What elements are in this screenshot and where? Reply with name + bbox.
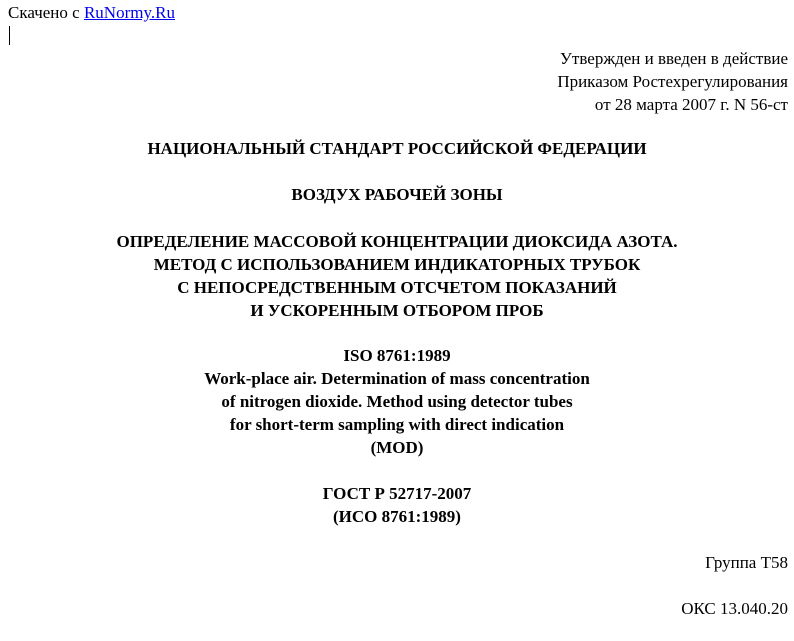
gost-block (0, 482, 794, 528)
gost-equivalent: (ИСО 8761:1989) (333, 507, 461, 526)
subtitle-line-3: С НЕПОСРЕДСТВЕННЫМ ОТСЧЕТОМ ПОКАЗАНИЙ (177, 278, 617, 297)
standard-type-text: НАЦИОНАЛЬНЫЙ СТАНДАРТ РОССИЙСКОЙ ФЕДЕРАЦИИ (147, 139, 647, 158)
source-line (8, 1, 175, 24)
subtitle-line-1: ОПРЕДЕЛЕНИЕ МАССОВОЙ КОНЦЕНТРАЦИИ ДИОКСИДА АЗОТА. (116, 232, 678, 251)
source-prefix: Скачено с (8, 3, 80, 22)
main-title-text: ВОЗДУХ РАБОЧЕЙ ЗОНЫ (291, 185, 503, 204)
approval-line-3: от 28 марта 2007 г. N 56-ст (594, 95, 788, 114)
iso-title-line-4: (MOD) (370, 438, 424, 457)
text-cursor (9, 26, 10, 45)
iso-code: ISO 8761:1989 (343, 346, 451, 365)
iso-title-line-1: Work-place air. Determination of mass concentration (204, 369, 590, 388)
iso-title-line-3: for short-term sampling with direct indication (229, 415, 565, 434)
iso-title-line-2: of nitrogen dioxide. Method using detector tubes (221, 392, 573, 411)
main-title-heading (0, 183, 794, 206)
approval-line-1: Утвержден и введен в действие (559, 49, 788, 68)
subtitle-line-2: МЕТОД С ИСПОЛЬЗОВАНИЕМ ИНДИКАТОРНЫХ ТРУБОК (153, 255, 641, 274)
gost-code: ГОСТ Р 52717-2007 (322, 484, 472, 503)
standard-type-heading (0, 137, 794, 160)
approval-block (557, 47, 788, 116)
subtitle-block (0, 230, 794, 322)
runormy-link[interactable]: RuNormy.Ru (83, 3, 175, 22)
group-label: Группа Т58 (705, 553, 788, 572)
approval-line-2: Приказом Ростехрегулирования (557, 72, 788, 91)
subtitle-line-4: И УСКОРЕННЫМ ОТБОРОМ ПРОБ (250, 301, 544, 320)
oks-label: ОКС 13.040.20 (681, 599, 788, 618)
iso-block (0, 344, 794, 459)
